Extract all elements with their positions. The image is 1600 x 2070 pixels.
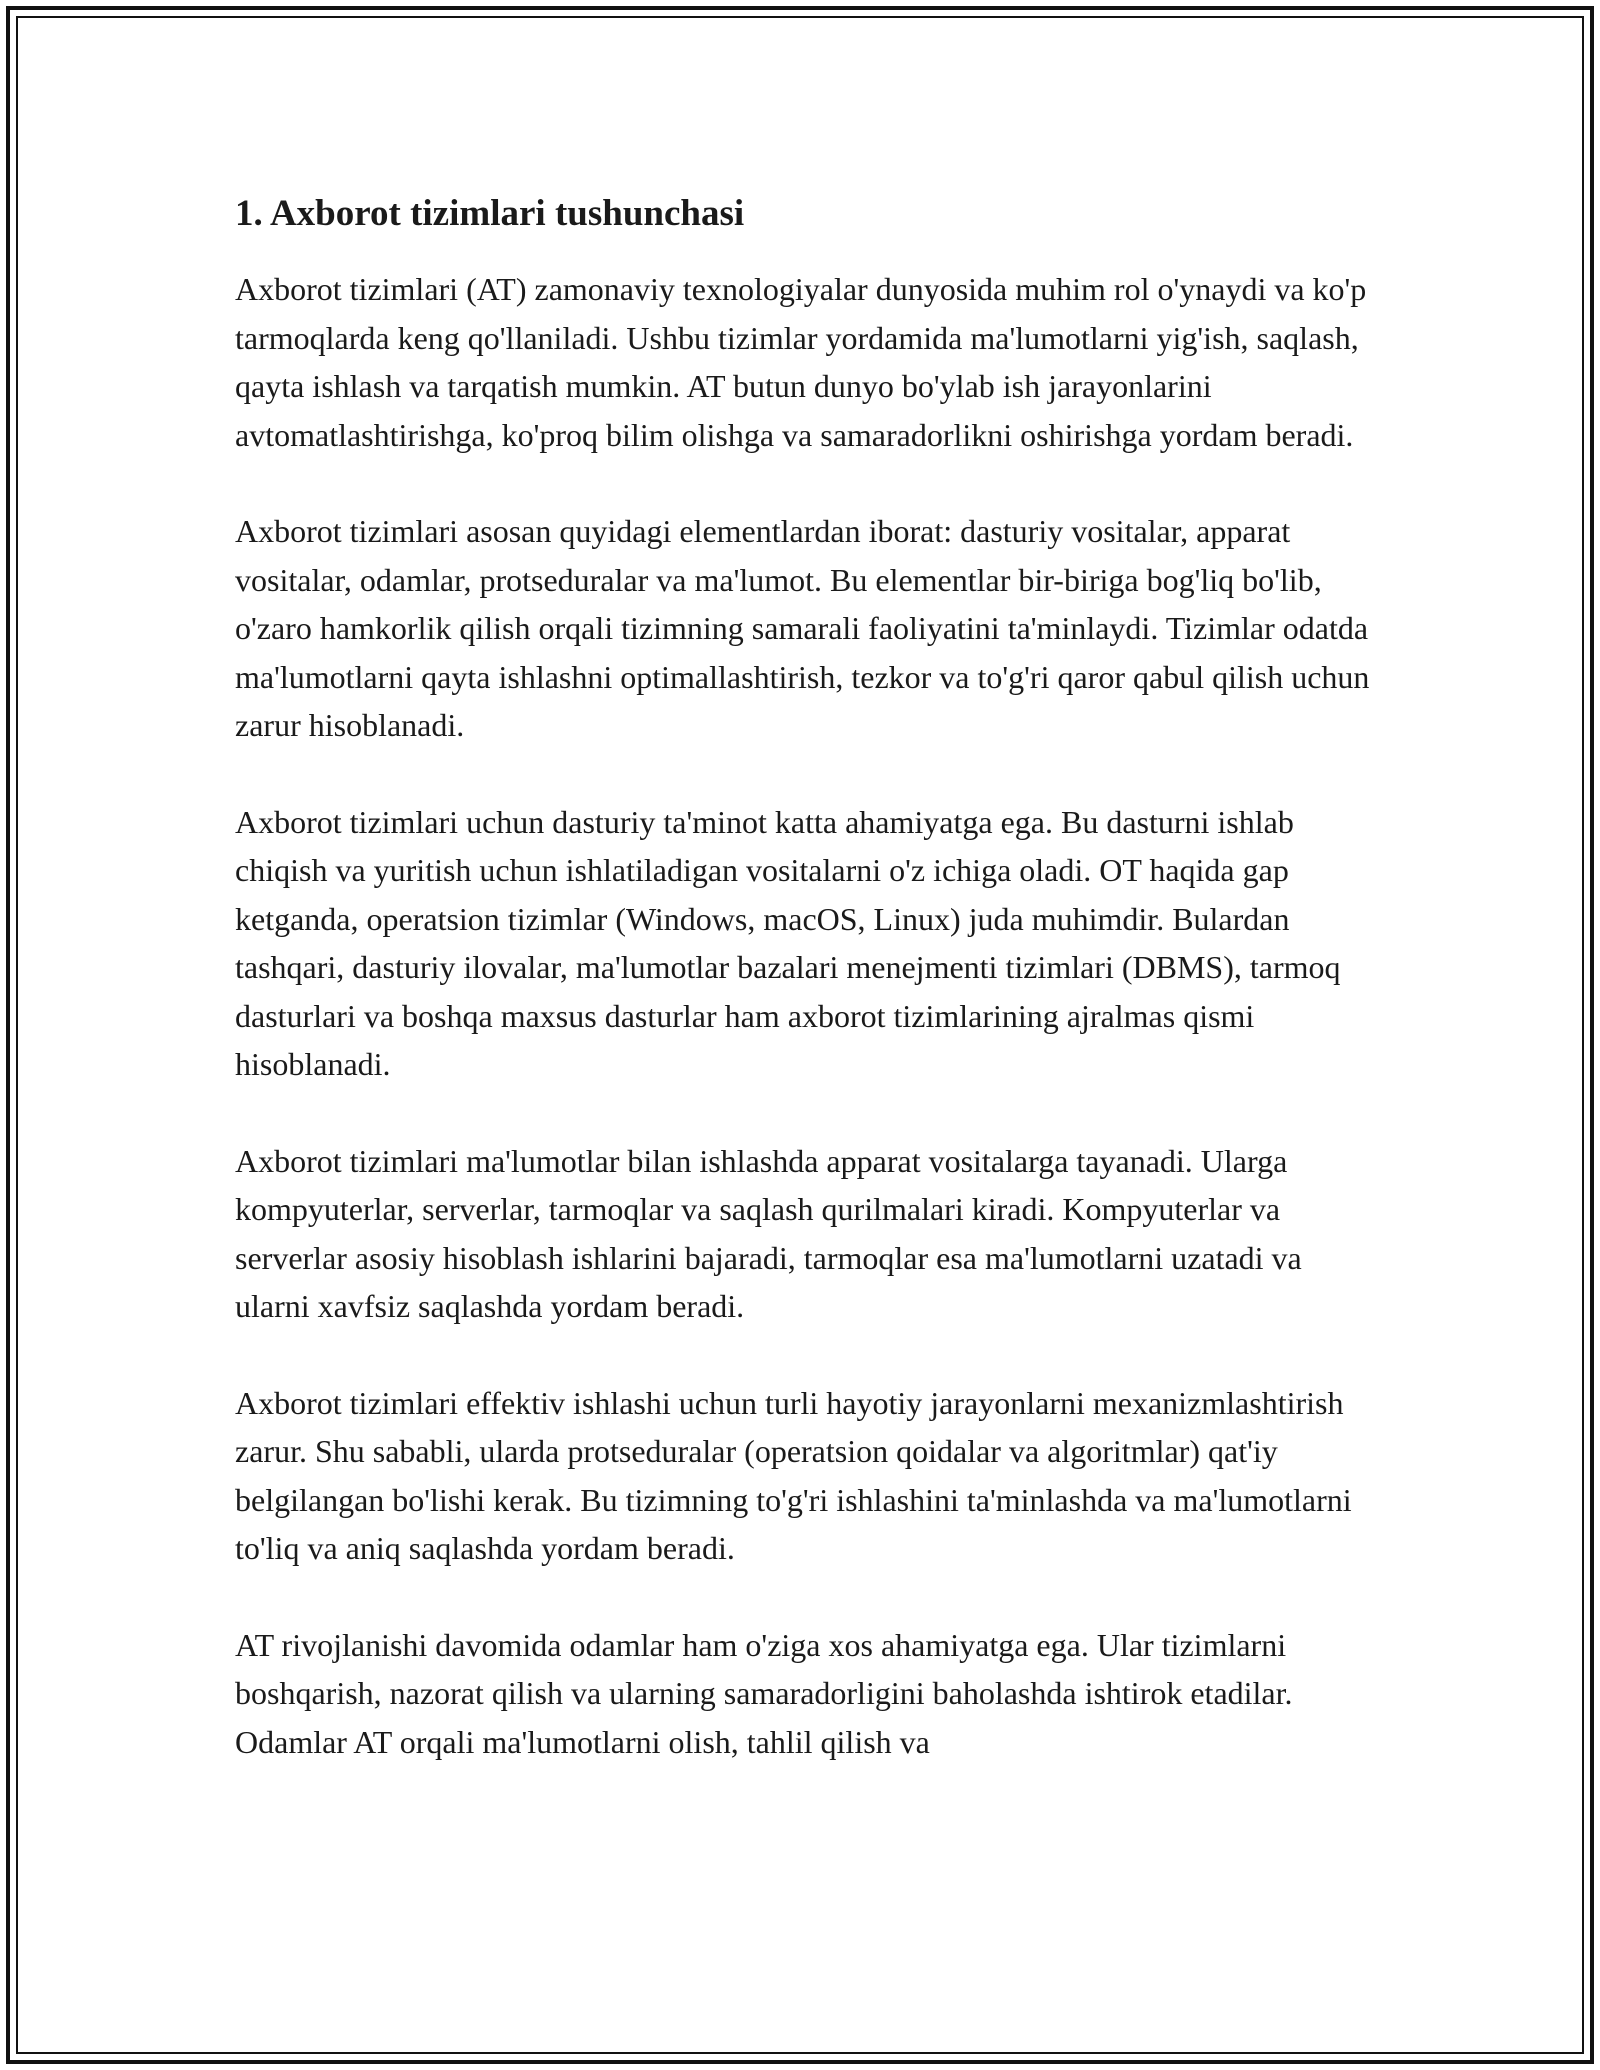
paragraph-3: Axborot tizimlari uchun dasturiy ta'minot katta ahamiyatga ega. Bu dasturni ishlab chiqish va yuritish uchun ishlatiladigan vositalarni o'z ichiga oladi. OT haqida gap ketganda, operatsion tizimlar (Windows, macOS, Linux) juda muhimdir. Bulardan tashqari, dasturiy ilovalar, ma'lumotlar bazalari menejmenti tizimlari (DBMS), tarmoq dasturlari va boshqa maxsus dasturlar ham axborot tizimlarining ajralmas qismi hisoblanadi. [235, 803, 1341, 1082]
paragraph-6: AT rivojlanishi davomida odamlar ham o'ziga xos ahamiyatga ega. Ular tizimlarni boshqarish, nazorat qilish va ularning samaradorligini baholashda ishtirok etadilar. Odamlar AT orqali ma'lumotlarni olish, tahlil qilish va [235, 1626, 1293, 1760]
paragraph-1: Axborot tizimlari (AT) zamonaviy texnologiyalar dunyosida muhim rol o'ynaydi va ko'p tarmoqlarda keng qo'llaniladi. Ushbu tizimlar yordamida ma'lumotlarni yig'ish, saqlash, qayta ishlash va tarqatish mumkin. AT butun dunyo bo'ylab ish jarayonlarini avtomatlashtirishga, ko'proq bilim olishga va samaradorlikni oshirishga yordam beradi. [235, 271, 1367, 453]
paragraph-4: Axborot tizimlari ma'lumotlar bilan ishlashda apparat vositalarga tayanadi. Ularga kompyuterlar, serverlar, tarmoqlar va saqlash qurilmalari kiradi. Kompyuterlar va serverlar asosiy hisoblash ishlarini bajaradi, tarmoqlar esa ma'lumotlarni uzatadi va ularni xavfsiz saqlashda yordam beradi. [235, 1142, 1302, 1324]
paragraph-2: Axborot tizimlari asosan quyidagi elementlardan iborat: dasturiy vositalar, apparat vositalar, odamlar, protseduralar va ma'lumot. Bu elementlar bir-biriga bog'liq bo'lib, o'zaro hamkorlik qilish orqali tizimning samarali faoliyatini ta'minlaydi. Tizimlar odatda ma'lumotlarni qayta ishlashni optimallashtirish, tezkor va to'g'ri qaror qabul qilish uchun zarur hisoblanadi. [235, 513, 1370, 743]
document-body [235, 185, 1375, 1814]
paragraph-5: Axborot tizimlari effektiv ishlashi uchun turli hayotiy jarayonlarni mexanizmlashtirish zarur. Shu sababli, ularda protseduralar (operatsion qoidalar va algoritmlar) qat'iy belgilangan bo'lishi kerak. Bu tizimning to'g'ri ishlashini ta'minlashda va ma'lumotlarni to'liq va aniq saqlashda yordam beradi. [235, 1384, 1352, 1566]
section-heading: 1. Axborot tizimlari tushunchasi [235, 193, 745, 234]
